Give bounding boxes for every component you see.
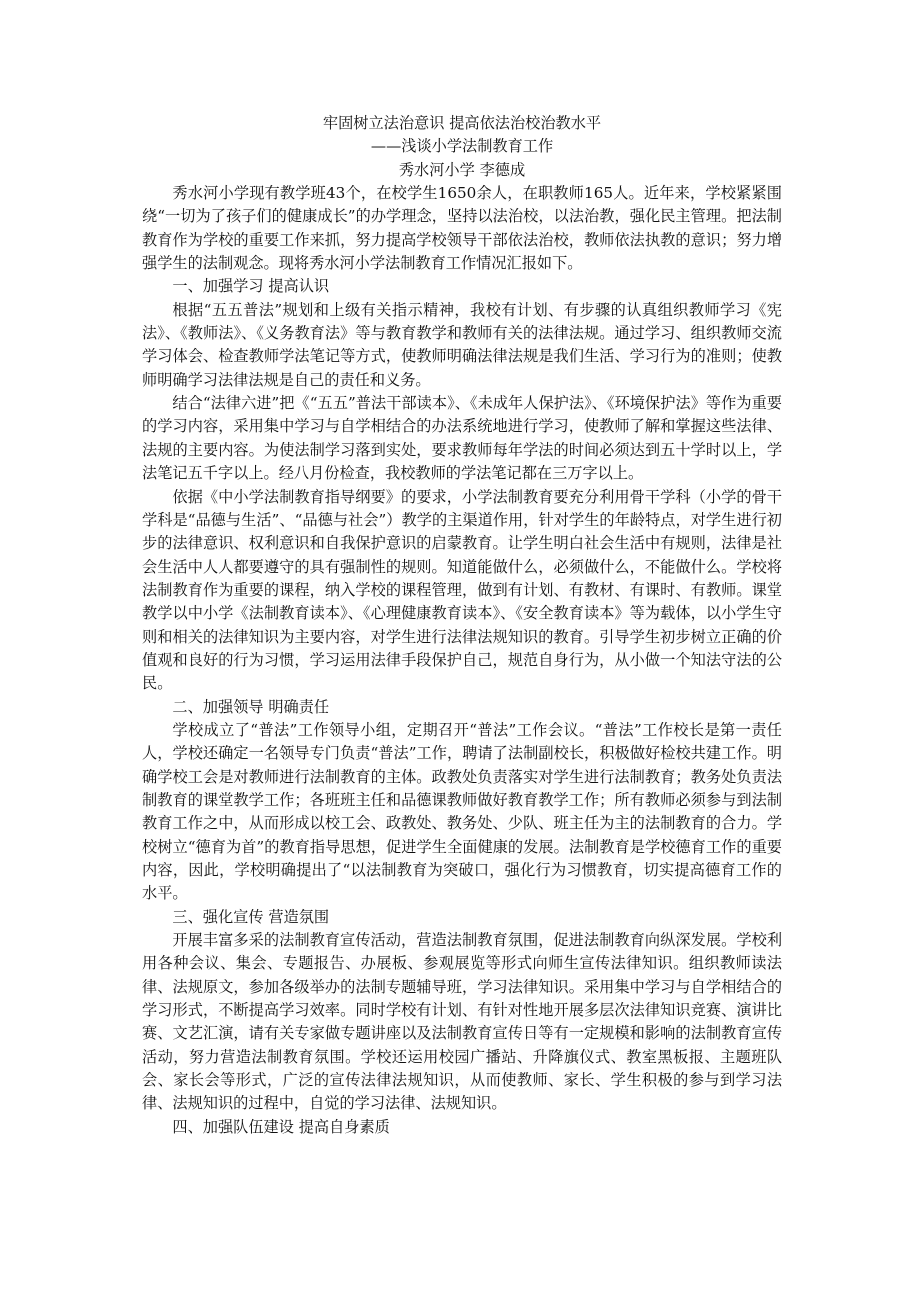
- section-1-paragraph-3: 依据《中小学法制教育指导纲要》的要求，小学法制教育要充分利用骨干学科（小学的骨干学科是“品德与生活”、“品德与社会”）教学的主渠道作用，针对学生的年龄特点，对学生进行初步的法律意识、权利意识和自我保护意识的启蒙教育。让学生明白社会生活中有规则，法律是社会生活中人人都要遵守的具有强制性的规则。知道能做什么，必须做什么，不能做什么。学校将法制教育作为重要的课程，纳入学校的课程管理，做到有计划、有教材、有课时、有教师。课堂教学以中小学《法制教育读本》、《心理健康教育读本》、《安全教育读本》等为载体，以小学生守则和相关的法律知识为主要内容，对学生进行法律法规知识的教育。引导学生初步树立正确的价值观和良好的行为习惯，学习运用法律手段保护自己，规范自身行为，从小做一个知法守法的公民。: [142, 487, 782, 693]
- section-1-paragraph-1: 根据“五五普法”规划和上级有关指示精神，我校有计划、有步骤的认真组织教师学习《宪法》、《教师法》、《义务教育法》等与教育教学和教师有关的法律法规。通过学习、组织教师交流学习体会、检查教师学法笔记等方式，使教师明确法律法规是我们生活、学习行为的准则；使教师明确学习法律法规是自己的责任和义务。: [142, 300, 782, 389]
- document-author: 秀水河小学 李德成: [398, 160, 526, 179]
- section-heading-4: 四、加强队伍建设 提高自身素质: [172, 1117, 390, 1136]
- intro-paragraph: 秀水河小学现有教学班43个，在校学生1650余人，在职教师165人。近年来，学校紧紧围绕“一切为了孩子们的健康成长”的办学理念，坚持以法治校，以法治教，强化民主管理。把法制教育作为学校的重要工作来抓，努力提高学校领导干部依法治校，教师依法执教的意识；努力增强学生的法制观念。现将秀水河小学法制教育工作情况汇报如下。: [142, 184, 782, 273]
- section-3-paragraph-1: 开展丰富多采的法制教育宣传活动，营造法制教育氛围，促进法制教育向纵深发展。学校利用各种会议、集会、专题报告、办展板、参观展览等形式向师生宣传法律知识。组织教师读法律、法规原文，参加各级举办的法制专题辅导班，学习法律知识。采用集中学习与自学相结合的学习形式，不断提高学习效率。同时学校有计划、有针对性地开展多层次法律知识竞赛、演讲比赛、文艺汇演，请有关专家做专题讲座以及法制教育宣传日等有一定规模和影响的法制教育宣传活动，努力营造法制教育氛围。学校还运用校园广播站、升降旗仪式、教室黑板报、主题班队会、家长会等形式，广泛的宣传法律法规知识，从而使教师、家长、学生积极的参与到学习法律、法规知识的过程中，自觉的学习法律、法规知识。: [142, 931, 782, 1113]
- section-1-paragraph-2: 结合“法律六进”把《“五五”普法干部读本》、《未成年人保护法》、《环境保护法》等作为重要的学习内容，采用集中学习与自学相结合的办法系统地进行学习，使教师了解和掌握这些法律、法规的主要内容。为使法制学习落到实处，要求教师每年学法的时间必须达到五十学时以上，学法笔记五千字以上。经八月份检查，我校教师的学法笔记都在三万字以上。: [142, 394, 782, 483]
- document-title: 牢固树立法治意识 提高依法治校治教水平: [322, 114, 602, 132]
- section-heading-3: 三、强化宣传 营造氛围: [172, 907, 330, 926]
- document-subtitle: ——浅谈小学法制教育工作: [370, 137, 554, 156]
- section-heading-2: 二、加强领导 明确责任: [172, 697, 330, 716]
- section-heading-1: 一、加强学习 提高认识: [172, 277, 330, 296]
- document-page: [142, 112, 782, 1139]
- section-2-paragraph-1: 学校成立了“普法”工作领导小组，定期召开“普法”工作会议。“普法”工作校长是第一责任人，学校还确定一名领导专门负责“普法”工作，聘请了法制副校长，积极做好检校共建工作。明确学校工会是对教师进行法制教育的主体。政教处负责落实对学生进行法制教育；教务处负责法制教育的课堂教学工作；各班班主任和品德课教师做好教育教学工作；所有教师必须参与到法制教育工作之中，从而形成以校工会、政教处、教务处、少队、班主任为主的法制教育的合力。学校树立“德育为首”的教育指导思想，促进学生全面健康的发展。法制教育是学校德育工作的重要内容，因此，学校明确提出了“以法制教育为突破口，强化行为习惯教育，切实提高德育工作的水平。: [142, 720, 782, 903]
